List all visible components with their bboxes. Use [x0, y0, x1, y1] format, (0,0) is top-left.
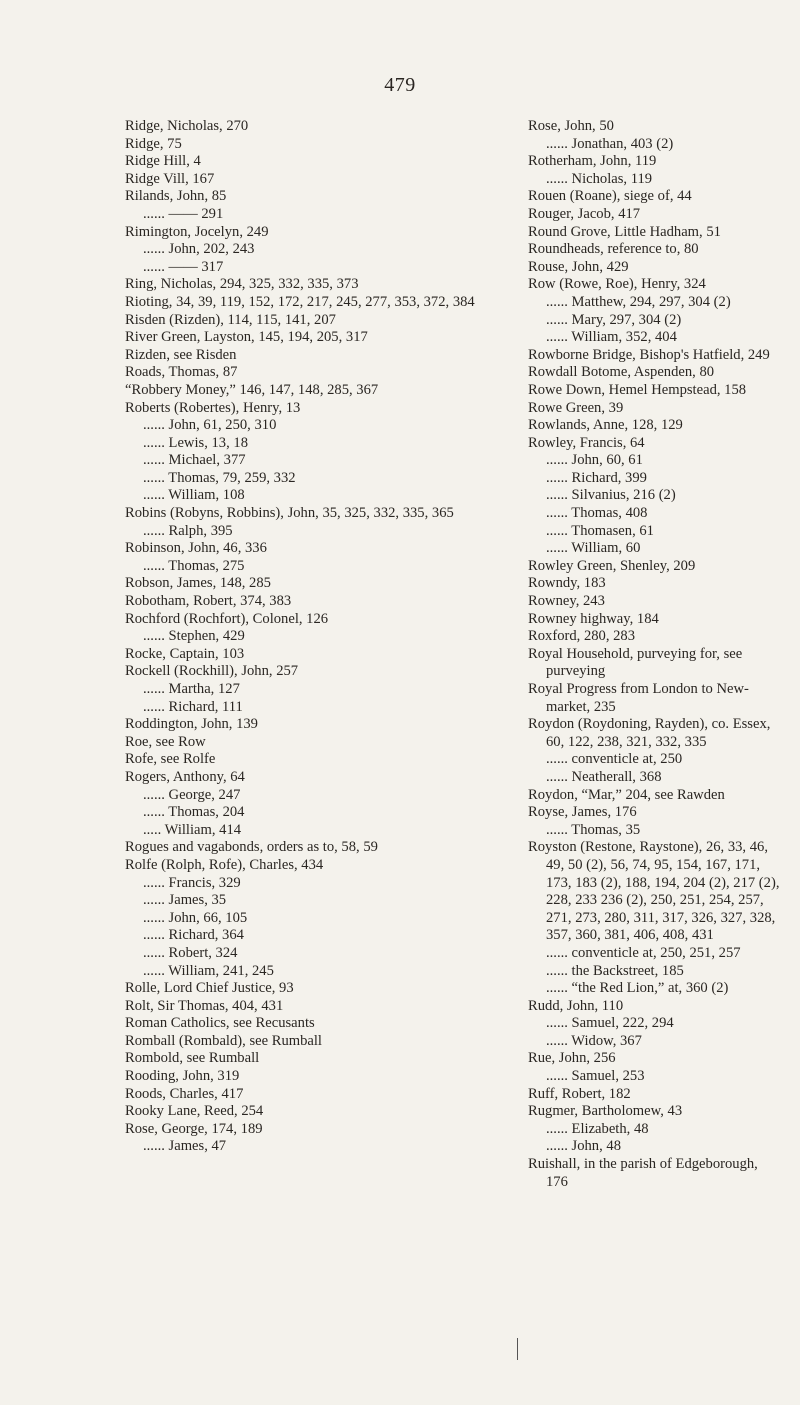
- index-entry: Ruff, Robert, 182: [528, 1085, 631, 1102]
- index-entry: River Green, Layston, 145, 194, 205, 317: [125, 329, 368, 346]
- index-entry: Royston (Restone, Raystone), 26, 33, 46, 49, 50 (2), 56, 74, 95, 154, 167, 171, 173, 183 (2), 188, 194, 204 (2), 217 (2), 228, 233 236 (2), 250, 251, 254, 257, 271, 273, 280, 311, 317, 326, 327, 328, 357, 360, 381, 406, 408, 431: [528, 839, 780, 944]
- index-entry: Rowborne Bridge, Bishop's Hatfield, 249: [528, 346, 770, 363]
- index-entry: Ridge, 75: [125, 135, 182, 152]
- index-entry: Rolfe (Rolph, Rofe), Charles, 434: [125, 856, 324, 873]
- index-entry: Rowney, 243: [528, 593, 605, 610]
- index-entry: Robson, James, 148, 285: [125, 575, 271, 592]
- index-entry: Rolt, Sir Thomas, 404, 431: [125, 997, 284, 1014]
- index-entry: Rowley Green, Shenley, 209: [528, 557, 696, 574]
- index-entry: ...... Jonathan, 403 (2): [546, 135, 674, 152]
- index-entry: ...... John, 60, 61: [546, 452, 643, 469]
- index-entry: ...... Mary, 297, 304 (2): [546, 311, 682, 328]
- index-entry: ...... Thomas, 275: [143, 557, 245, 574]
- index-entry: Royal Household, purveying for, see purveying: [528, 645, 743, 680]
- index-entry: Ridge Vill, 167: [125, 170, 215, 187]
- index-entry: ...... John, 66, 105: [143, 909, 248, 926]
- index-entry: Row (Rowe, Roe), Henry, 324: [528, 276, 706, 293]
- index-entry: ...... Silvanius, 216 (2): [546, 487, 676, 504]
- index-entry: Roads, Thomas, 87: [125, 364, 238, 381]
- index-entry: Rouse, John, 429: [528, 258, 629, 275]
- index-entry: Roman Catholics, see Recusants: [125, 1015, 315, 1032]
- index-entry: ...... James, 47: [143, 1138, 227, 1155]
- index-entry: ...... Samuel, 222, 294: [546, 1015, 674, 1032]
- index-entry: ...... Richard, 111: [143, 698, 243, 715]
- index-entry: ...... Thomasen, 61: [546, 522, 654, 539]
- index-entry: ..... William, 414: [143, 821, 242, 838]
- index-entry: Rockell (Rockhill), John, 257: [125, 663, 299, 680]
- index-entry: ...... Nicholas, 119: [546, 170, 653, 187]
- index-entry: Ruishall, in the parish of Edgeborough, 176: [528, 1156, 758, 1190]
- index-entry: Rotherham, John, 119: [528, 153, 657, 170]
- index-entry: ...... Matthew, 294, 297, 304 (2): [546, 293, 731, 310]
- index-entry: Rocke, Captain, 103: [125, 645, 245, 662]
- index-entry: Rue, John, 256: [528, 1050, 616, 1067]
- index-entry: ...... John, 48: [546, 1138, 621, 1155]
- index-entry: ...... the Backstreet, 185: [546, 962, 684, 979]
- index-entry: Romball (Rombald), see Rumball: [125, 1032, 322, 1049]
- index-entry: ...... Neatherall, 368: [546, 768, 662, 785]
- index-entry: ...... Robert, 324: [143, 944, 238, 961]
- index-entry: ...... William, 60: [546, 540, 641, 557]
- index-entry: ...... Francis, 329: [143, 874, 241, 891]
- index-entry: Rowney highway, 184: [528, 610, 659, 627]
- index-entry: ...... Thomas, 204: [143, 804, 245, 821]
- index-entry: Rooky Lane, Reed, 254: [125, 1103, 264, 1120]
- index-entry: ...... Thomas, 79, 259, 332: [143, 469, 296, 486]
- index-entry: ...... William, 108: [143, 487, 245, 504]
- index-entry: Rogues and vagabonds, orders as to, 58, 59: [125, 839, 378, 856]
- index-entry: Ridge, Nicholas, 270: [125, 118, 249, 134]
- index-entry: Roods, Charles, 417: [125, 1085, 244, 1102]
- index-entry: “Robbery Money,” 146, 147, 148, 285, 367: [125, 381, 379, 398]
- index-entry: ...... Thomas, 408: [546, 505, 648, 522]
- index-entry: Roddington, John, 139: [125, 716, 258, 733]
- index-entry: ...... conventicle at, 250: [546, 751, 683, 768]
- index-entry: Rooding, John, 319: [125, 1068, 240, 1085]
- column-divider: [517, 1338, 518, 1360]
- index-entry: Roydon (Roydoning, Rayden), co. Essex, 60, 122, 238, 321, 332, 335: [528, 716, 771, 750]
- index-column-left: [125, 118, 510, 1156]
- index-entry: ...... Lewis, 13, 18: [143, 434, 248, 451]
- index-entry: Rowe Green, 39: [528, 399, 624, 416]
- index-entry: ...... John, 202, 243: [143, 241, 255, 258]
- index-entry: ...... George, 247: [143, 786, 241, 803]
- index-entry: Robinson, John, 46, 336: [125, 540, 267, 557]
- index-entry: Roundheads, reference to, 80: [528, 241, 699, 258]
- index-entry: ...... Elizabeth, 48: [546, 1120, 649, 1137]
- index-entry: Rowlands, Anne, 128, 129: [528, 417, 683, 434]
- index-entry: Rowndy, 183: [528, 575, 606, 592]
- index-entry: Rochford (Rochfort), Colonel, 126: [125, 610, 329, 627]
- index-entry: Rugmer, Bartholomew, 43: [528, 1103, 683, 1120]
- index-entry: Royal Progress from London to New-market, 235: [528, 681, 749, 715]
- index-entry: ...... “the Red Lion,” at, 360 (2): [546, 980, 729, 997]
- index-entry: Roxford, 280, 283: [528, 628, 636, 645]
- index-entry: Rolle, Lord Chief Justice, 93: [125, 980, 294, 997]
- index-entry: ...... William, 352, 404: [546, 329, 677, 346]
- index-entry: ...... Richard, 364: [143, 927, 244, 944]
- index-entry: Roe, see Row: [125, 733, 206, 750]
- index-entry: Royse, James, 176: [528, 804, 637, 821]
- index-entry: Rioting, 34, 39, 119, 152, 172, 217, 245, 277, 353, 372, 384: [125, 293, 475, 310]
- index-entry: ...... William, 241, 245: [143, 962, 274, 979]
- index-entry: Rombold, see Rumball: [125, 1050, 260, 1067]
- index-entry: Roydon, “Mar,” 204, see Rawden: [528, 786, 725, 803]
- index-entry: Risden (Rizden), 114, 115, 141, 207: [125, 311, 336, 328]
- index-entry: ...... Richard, 399: [546, 469, 647, 486]
- index-column-right: [528, 118, 783, 1191]
- index-entry: Rowe Down, Hemel Hempstead, 158: [528, 381, 747, 398]
- index-entry: ...... Thomas, 35: [546, 821, 641, 838]
- index-entry: ...... James, 35: [143, 892, 227, 909]
- index-entry: Rowley, Francis, 64: [528, 434, 645, 451]
- index-entry: ...... Ralph, 395: [143, 522, 233, 539]
- index-entry: Ring, Nicholas, 294, 325, 332, 335, 373: [125, 276, 359, 293]
- index-entry: Ridge Hill, 4: [125, 153, 201, 170]
- index-entry: Rimington, Jocelyn, 249: [125, 223, 269, 240]
- index-entry: ...... —— 317: [143, 258, 224, 275]
- index-entry: Rilands, John, 85: [125, 188, 227, 205]
- index-entry: Robotham, Robert, 374, 383: [125, 593, 292, 610]
- index-entry: Rouen (Roane), siege of, 44: [528, 188, 692, 205]
- index-entry: Rouger, Jacob, 417: [528, 205, 641, 222]
- index-entry: Rizden, see Risden: [125, 346, 237, 363]
- index-entry: ...... Samuel, 253: [546, 1068, 645, 1085]
- index-entry: ...... John, 61, 250, 310: [143, 417, 277, 434]
- index-entry: Rose, John, 50: [528, 118, 614, 134]
- index-entry: Roberts (Robertes), Henry, 13: [125, 399, 301, 416]
- page-number: 479: [384, 74, 416, 96]
- index-entry: Rofe, see Rolfe: [125, 751, 216, 768]
- index-entry: Rogers, Anthony, 64: [125, 768, 245, 785]
- index-entry: Rowdall Botome, Aspenden, 80: [528, 364, 715, 381]
- index-entry: ...... —— 291: [143, 205, 224, 222]
- index-entry: Robins (Robyns, Robbins), John, 35, 325, 332, 335, 365: [125, 505, 454, 522]
- index-entry: ...... Martha, 127: [143, 681, 240, 697]
- index-entry: Rudd, John, 110: [528, 997, 624, 1014]
- index-entry: Rose, George, 174, 189: [125, 1120, 263, 1137]
- index-entry: ...... Widow, 367: [546, 1032, 642, 1049]
- index-entry: ...... Michael, 377: [143, 452, 246, 469]
- index-entry: ...... conventicle at, 250, 251, 257: [546, 944, 741, 961]
- index-entry: ...... Stephen, 429: [143, 628, 245, 645]
- index-entry: Round Grove, Little Hadham, 51: [528, 223, 721, 240]
